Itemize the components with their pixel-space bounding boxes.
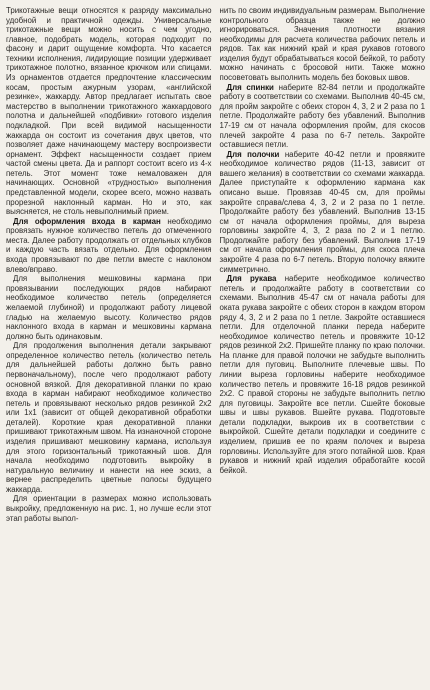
continuation-text: Для продолжения выполнения детали закрывают определенное количество петель (количество петель для дальнейшей работы должно быть равно первоначальному), после чего продолжают работу основной вязкой. Для декоративной планки по краю входа в карман набирают необходимое количество петель и провязывают несколько рядов резинкой 2х2 или 1х1 (зависит от общей декоративной обработки деталей). Короткие края декоративной планки пришивают трикотажным швом. На изнаночной стороне изделия пришивают мешковину кармана, используя для этого горизонтальный трикотажный шов. Для начала необходимо подготовить выкройку в натуральную величину и нанести на нее эскиз, а вернее распределить цветные полосы будущего жаккарда. bbox=[6, 341, 212, 494]
intro-paragraph bbox=[6, 6, 212, 217]
pocket-entry-paragraph bbox=[6, 217, 212, 274]
front-heading: Для полочки bbox=[226, 149, 280, 159]
right-column bbox=[220, 6, 426, 690]
article-columns bbox=[6, 6, 425, 690]
pocket-lining-paragraph bbox=[6, 274, 212, 341]
pattern-size-paragraph bbox=[6, 494, 212, 523]
intro-text: Трикотажные вещи относятся к разряду максимально удобной и практичной одежды. Универсальные трикотажные вещи можно носить с чем угодно, главное, подобрать модель, которая подходит по фасону и дарит ощущение комфорта. Что касается техники исполнения, лидирующие позиции удерживает трикотажное полотно, вязанное крючком или спицами. Из орнаментов отдается предпочтение классическим косам, простым ажурным узорам, «английской резинке», жаккарду. Автор предлагает испытать свое мастерство в выполнении трикотажного жаккардового полотна и дальнейшей «подбивки» готового изделия подкладкой. При всей видимой насыщенности жаккарда он состоит из сочетания двух цветов, что позволяет даже начинающему мастеру воспроизвести орнамент. Эффект насыщенности создает прием частой смены цвета. Да и раппорт состоит всего из 4-х петель. Этот момент тоже немаловажен для начинающих. Основной «трудностью» выполнения представленной модели, скорее всего, можно назвать прорезной наклонный карман. Но и это, как выясняется, не столь невыполнимый прием. bbox=[6, 6, 212, 217]
pocket-lining-text: Для выполнения мешковины кармана при провязывании последующих рядов набирают необходимое количество петель (определяется желаемой глубиной) и продолжают работу лицевой гладью на желаемую высоту. Количество рядов наклонного входа в карман и мешковины кармана должно быть одинаковым. bbox=[6, 274, 212, 341]
sleeve-text: наберите необходимое количество петель и продолжайте работу в соответствии со схемами. Выполнив 45-47 см от начала работы для оката рукава закройте с обеих сторон в каждом втором ряду 4, 3, 2 и 2 раза по 1 петле. Закройте оставшиеся петли. Для отделочной планки переда наберите необходимое количество петель и провяжите 10-12 рядов резинкой 2х2. Пришейте планку по краю полочки. На планке для правой полочки не забудьте выполнить петли для пуговиц. Выполните плечевые швы. По линии выреза горловины наберите необходимое количество петель и провяжите 16-18 рядов резинкой 2х2. С правой стороны не забудьте выполнить петлю для пуговицы. Закройте все петли. Сшейте боковые швы и швы рукавов. Вшейте рукава. Подготовьте детали подкладки, выкроив их в соответствии с выкройкой. Сшейте детали подкладки и соедините с изделием, пришив ее по краям полочек и выреза горловины. Используйте для этого потайной шов. Края рукавов и нижний край изделия обработайте косой бейкой. bbox=[219, 274, 425, 475]
continuation-paragraph bbox=[6, 341, 212, 494]
sleeve-heading: Для рукава bbox=[226, 274, 277, 284]
left-column bbox=[6, 6, 212, 690]
back-heading: Для спинки bbox=[226, 82, 274, 92]
front-paragraph bbox=[220, 150, 426, 275]
sleeve-paragraph bbox=[220, 274, 426, 475]
gauge-paragraph bbox=[220, 6, 426, 83]
front-text: наберите 40-42 петли и провяжите необходимое количество рядов (11-13, зависит от вашего желания) в соответствии со схемами жаккарда. Далее приступайте к оформлению кармана как описано выше. Провязав 40-45 см, для проймы закройте справа/слева 4, 3, 2 и 2 раза по 1 петле. Продолжайте работу без убавлений. Выполнив 13-15 см от начала оформления проймы, для выреза горловины закройте 4, 3, 2 раза по 2 и 1 петлю. Продолжайте работу без убавлений. Выполнив 17-19 см от начала оформления проймы, для скоса плеча закройте 4 раза по 6-7 петель. Вторую полочку вяжите симметрично. bbox=[219, 149, 425, 274]
back-text: наберите 82-84 петли и продолжайте работу в соответствии со схемами. Выполнив 40-45 см, для пройм закройте с обеих сторон 4, 3, 2 и 2 раза по 1 петле. Продолжайте работу без убавлений. Выполнив 17-19 см от начала оформления пройм, для скосов плечей закройте 4 раза по 6-7 петель. Закройте оставшиеся петли. bbox=[219, 82, 425, 150]
pattern-size-text: Для ориентации в размерах можно использовать выкройку, предложенную на рис. 1, но лучше если этот этап работы выпол- bbox=[6, 494, 212, 523]
gauge-text: нить по своим индивидуальным размерам. Выполнение контрольного образца также не должно игнорироваться. Значения плотности вязания необходимы для расчета количества рабочих петель и рядов. Так как нижний край и края рукавов готового изделия будут обрабатываться косой бейкой, то работу можно начинать с бросовой нити. Также можно посоветовать выполнить модель без боковых швов. bbox=[219, 6, 425, 83]
pocket-entry-text: необходимо провязать нужное количество петель до отмеченного места. Далее работу продолжать от отдельных клубков и каждую часть вязать отдельно. Для оформления входа провязывают по две петли вместе с наклоном влево/вправо. bbox=[6, 216, 212, 274]
pocket-entry-heading: Для оформления входа в карман bbox=[13, 216, 161, 226]
back-paragraph bbox=[220, 83, 426, 150]
